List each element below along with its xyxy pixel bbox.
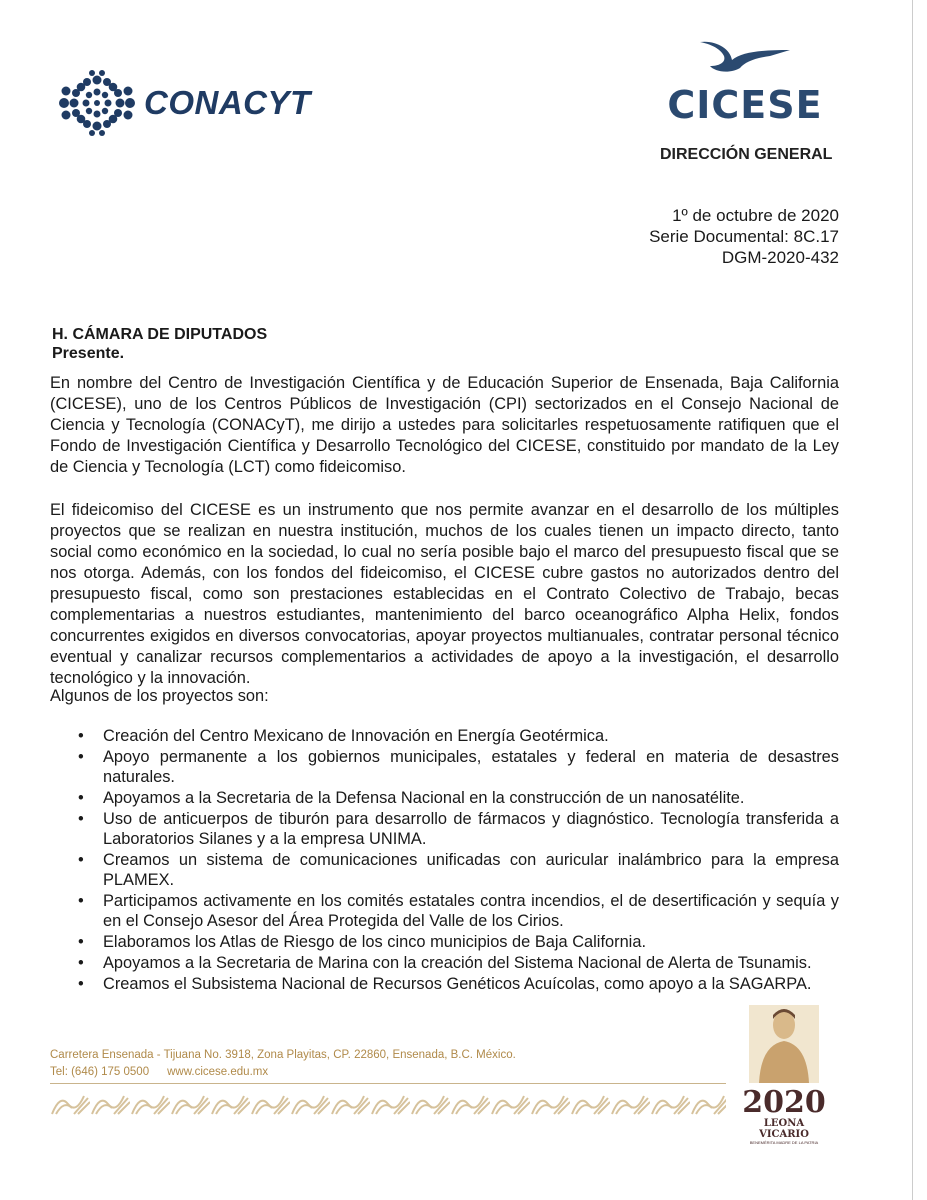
footer-divider <box>50 1083 726 1084</box>
department-label: DIRECCIÓN GENERAL <box>660 146 833 163</box>
list-item <box>50 747 839 787</box>
project-text: Participamos activamente en los comités estatales contra incendios, el de desertificación y sequía y en el Consejo Asesor del Área Protegida del Valle de los Cirios. <box>103 892 839 930</box>
list-item <box>50 788 839 808</box>
paragraph-projects-intro: Algunos de los proyectos son: <box>50 687 269 705</box>
projects-list <box>50 726 839 995</box>
badge-name: LEONA VICARIO <box>759 1118 809 1140</box>
bullet-icon: • <box>78 892 84 910</box>
project-text: Apoyamos a la Secretaria de la Defensa Nacional en la construcción de un nanosatélite. <box>103 789 745 807</box>
footer-pattern-icon <box>50 1092 726 1116</box>
bullet-icon: • <box>78 975 84 993</box>
conacyt-dots-icon <box>58 70 136 136</box>
list-item <box>50 974 839 994</box>
project-text: Apoyamos a la Secretaria de Marina con la creación del Sistema Nacional de Alerta de Tsunamis. <box>103 954 812 972</box>
paragraph-intro: En nombre del Centro de Investigación Científica y de Educación Superior de Ensenada, Baja California (CICESE), uno de los Centros Públicos de Investigación (CPI) sectorizados en el Consejo Nacional de Ciencia y Tecnología (CONACyT), me dirijo a ustedes para solicitarles respetuosamente ratifiquen que el Fondo de Investigación Científica y Desarrollo Tecnológico del CICESE, constituido por mandato de la Ley de Ciencia y Tecnología (LCT) como fideicomiso. <box>50 374 839 476</box>
bullet-icon: • <box>78 933 84 951</box>
bullet-icon: • <box>78 851 84 869</box>
project-text: Creamos el Subsistema Nacional de Recursos Genéticos Acuícolas, como apoyo a la SAGARPA. <box>103 975 812 993</box>
list-item <box>50 953 839 973</box>
pelican-icon <box>690 38 800 78</box>
list-item <box>50 932 839 952</box>
footer-address <box>50 1047 516 1081</box>
document-reference: DGM-2020-432 <box>721 248 839 267</box>
cicese-logo-text: CICESE <box>667 83 823 127</box>
document-date: 1º de octubre de 2020 <box>672 206 839 225</box>
project-text: Creación del Centro Mexicano de Innovación en Energía Geotérmica. <box>103 727 609 745</box>
leona-vicario-portrait-icon <box>749 1005 819 1083</box>
bullet-icon: • <box>78 789 84 807</box>
conacyt-logo <box>58 70 311 136</box>
footer-website: www.cicese.edu.mx <box>167 1066 269 1078</box>
list-item <box>50 809 839 849</box>
bullet-icon: • <box>78 727 84 745</box>
document-meta <box>649 205 839 268</box>
badge-year: 2020 <box>742 1085 826 1120</box>
project-text: Apoyo permanente a los gobiernos municipales, estatales y federal en materia de desastres naturales. <box>103 748 839 786</box>
bullet-icon: • <box>78 748 84 766</box>
footer-street: Carretera Ensenada - Tijuana No. 3918, Zona Playitas, CP. 22860, Ensenada, B.C. México. <box>50 1049 516 1061</box>
project-text: Uso de anticuerpos de tiburón para desarrollo de fármacos y diagnóstico. Tecnología transferida a Laboratorios Silanes y a la empresa UNIMA. <box>103 810 839 848</box>
addressee-salutation: Presente. <box>52 345 125 362</box>
addressee <box>52 325 267 363</box>
footer-phone: Tel: (646) 175 0500 <box>50 1066 150 1078</box>
bullet-icon: • <box>78 810 84 828</box>
leona-vicario-badge <box>738 1005 830 1145</box>
scan-edge <box>912 0 913 1200</box>
project-text: Elaboramos los Atlas de Riesgo de los cinco municipios de Baja California. <box>103 933 646 951</box>
conacyt-logo-text: CONACYT <box>144 84 311 121</box>
list-item <box>50 891 839 931</box>
list-item <box>50 726 839 746</box>
list-item <box>50 850 839 890</box>
cicese-logo <box>660 38 830 127</box>
addressee-name: H. CÁMARA DE DIPUTADOS <box>52 326 268 343</box>
document-series: Serie Documental: 8C.17 <box>649 227 839 246</box>
project-text: Creamos un sistema de comunicaciones unificadas con auricular inalámbrico para la empresa PLAMEX. <box>103 851 839 889</box>
badge-subtitle: BENEMÉRITA MADRE DE LA PATRIA <box>749 1140 819 1145</box>
bullet-icon: • <box>78 954 84 972</box>
paragraph-fideicomiso: El fideicomiso del CICESE es un instrumento que nos permite avanzar en el desarrollo de los múltiples proyectos que se realizan en nuestra institución, muchos de los cuales tienen un impacto directo, tanto social como económico en la sociedad, lo cual no sería posible bajo el marco del presupuesto fiscal que se nos otorga. Además, con los fondos del fideicomiso, el CICESE cubre gastos no autorizados dentro del presupuesto fiscal, como son prestaciones establecidas en el Contrato Colectivo de Trabajo, becas complementarias a nuestros estudiantes, mantenimiento del barco oceanográfico Alpha Helix, fondos concurrentes exigidos en diversos convocatorias, apoyar proyectos multianuales, contratar personal técnico eventual y canalizar recursos complementarios a actividades de apoyo a la investigación, el desarrollo tecnológico y la innovación. <box>50 501 839 687</box>
